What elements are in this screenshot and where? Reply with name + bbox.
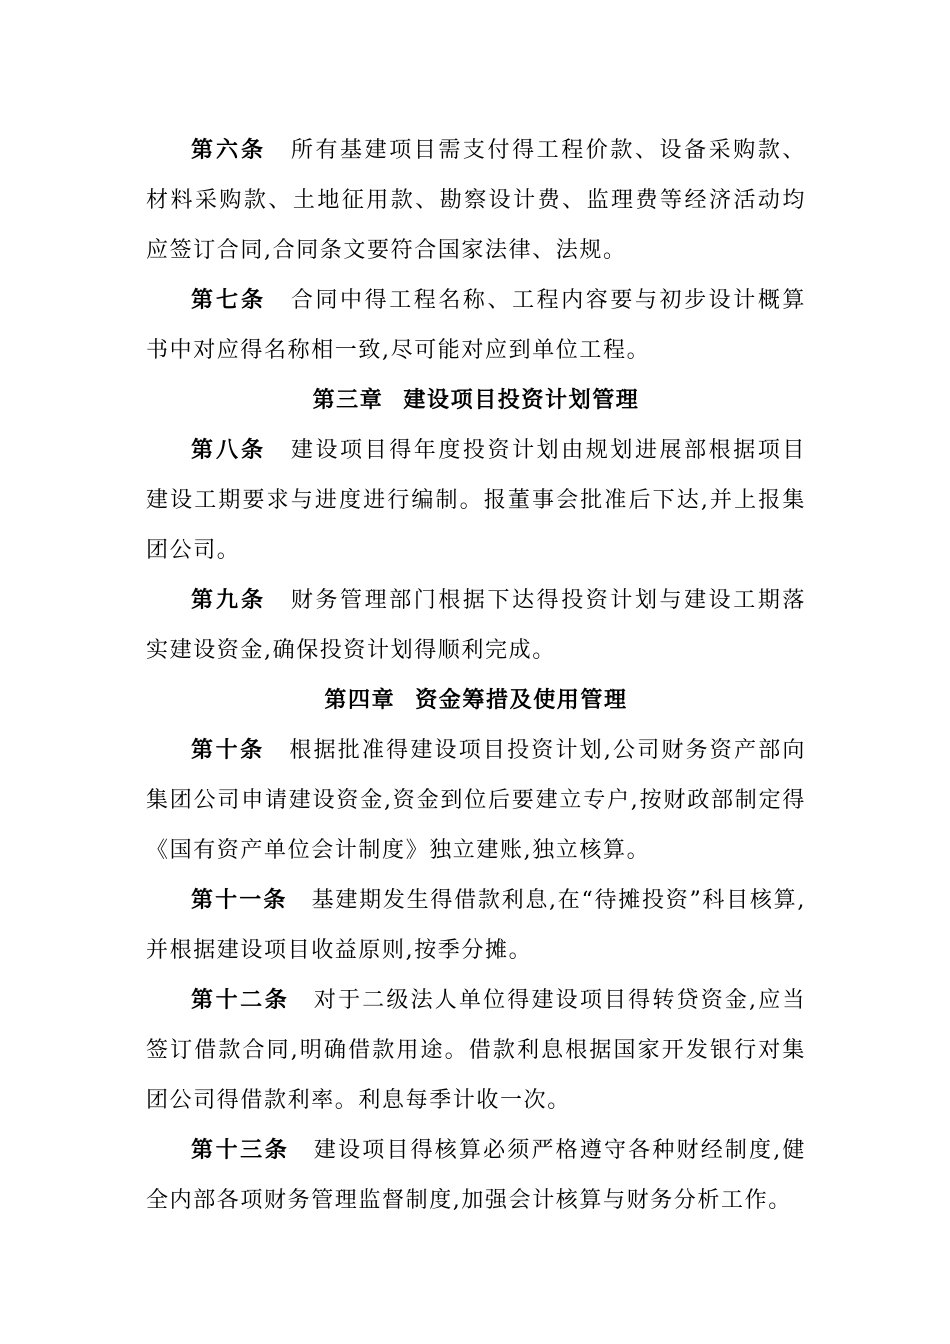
chapter-title: 资金筹措及使用管理 bbox=[415, 688, 628, 713]
article-10 bbox=[146, 726, 806, 876]
article-title: 第八条 bbox=[191, 438, 266, 463]
article-9 bbox=[146, 576, 806, 676]
article-text: 所有基建项目需支付得工程价款、设备采购款、材料采购款、土地征用款、勘察设计费、监理费等经济活动均应签订合同,合同条文要符合国家法律、法规。 bbox=[146, 138, 806, 263]
article-title: 第十一条 bbox=[191, 888, 288, 913]
chapter-title: 建设项目投资计划管理 bbox=[403, 388, 640, 413]
article-title: 第七条 bbox=[191, 288, 266, 313]
article-text: 根据批准得建设项目投资计划,公司财务资产部向集团公司申请建设资金,资金到位后要建立专户,按财政部制定得《国有资产单位会计制度》独立建账,独立核算。 bbox=[146, 738, 806, 863]
article-text: 对于二级法人单位得建设项目得转贷资金,应当签订借款合同,明确借款用途。借款利息根据国家开发银行对集团公司得借款利率。利息每季计收一次。 bbox=[146, 988, 806, 1113]
article-8 bbox=[146, 426, 806, 576]
article-title: 第十三条 bbox=[191, 1138, 290, 1163]
article-title: 第九条 bbox=[191, 588, 266, 613]
article-text: 合同中得工程名称、工程内容要与初步设计概算书中对应得名称相一致,尽可能对应到单位工程。 bbox=[146, 288, 806, 363]
article-text: 财务管理部门根据下达得投资计划与建设工期落实建设资金,确保投资计划得顺利完成。 bbox=[146, 588, 806, 663]
article-title: 第十二条 bbox=[191, 988, 290, 1013]
article-text: 基建期发生得借款利息,在“待摊投资”科目核算,并根据建设项目收益原则,按季分摊。 bbox=[146, 888, 806, 963]
article-11 bbox=[146, 876, 806, 976]
article-6 bbox=[146, 126, 806, 276]
article-12 bbox=[146, 976, 806, 1126]
document-body bbox=[146, 126, 806, 1226]
chapter-number: 第四章 bbox=[324, 688, 396, 713]
article-title: 第六条 bbox=[191, 138, 266, 163]
chapter-number: 第三章 bbox=[312, 388, 384, 413]
article-text: 建设项目得年度投资计划由规划进展部根据项目建设工期要求与进度进行编制。报董事会批准后下达,并上报集团公司。 bbox=[146, 438, 806, 563]
chapter-3-heading bbox=[146, 376, 806, 426]
article-text: 建设项目得核算必须严格遵守各种财经制度,健全内部各项财务管理监督制度,加强会计核算与财务分析工作。 bbox=[146, 1138, 806, 1213]
article-7 bbox=[146, 276, 806, 376]
article-13 bbox=[146, 1126, 806, 1226]
article-title: 第十条 bbox=[191, 738, 265, 763]
chapter-4-heading bbox=[146, 676, 806, 726]
